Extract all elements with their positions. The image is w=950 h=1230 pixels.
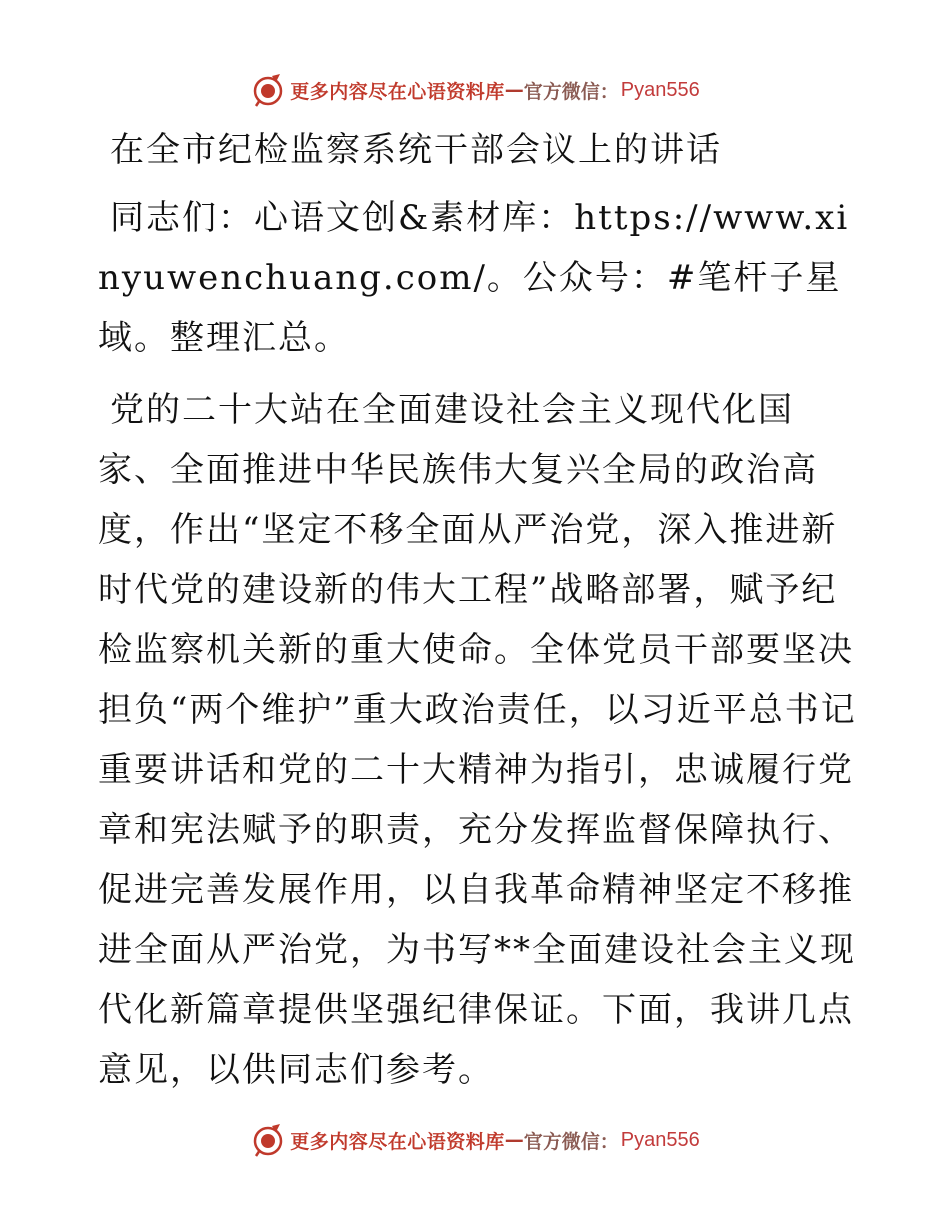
footer-watermark xyxy=(0,1120,950,1160)
body-paragraph: 党的二十大站在全面建设社会主义现代化国家、全面推进中华民族伟大复兴全局的政治高度，作出“坚定不移全面从严治党，深入推进新时代党的建设新的伟大工程”战略部署，赋予纪检监察机关新的重大使命。全体党员干部要坚决担负“两个维护”重大政治责任，以习近平总书记重要讲话和党的二十大精神为指引，忠诚履行党章和宪法赋予的职责，充分发挥监督保障执行、促进完善发展作用，以自我革命精神坚定不移推进全面从严治党，为书写**全面建设社会主义现代化新篇章提供坚强纪律保证。下面，我讲几点意见，以供同志们参考。 xyxy=(98,390,857,1090)
watermark-wechat-id: Pyan556 xyxy=(620,78,700,101)
intro-paragraph: 同志们：心语文创&素材库：https://www.xinyuwenchuang.com/。公众号：#笔杆子星域。整理汇总。 xyxy=(98,198,850,358)
watermark-text: 更多内容尽在心语资料库 xyxy=(290,80,505,103)
watermark-separator: — xyxy=(504,79,524,101)
watermark-separator: — xyxy=(504,1129,524,1151)
header-watermark xyxy=(0,70,950,110)
document-body xyxy=(98,120,858,1100)
watermark-wechat-id: Pyan556 xyxy=(620,1128,700,1151)
document-title: 在全市纪检监察系统干部会议上的讲话 xyxy=(110,130,722,170)
brush-logo-icon xyxy=(250,1122,286,1158)
brush-logo-icon xyxy=(250,72,286,108)
watermark-wechat-label: 官方微信： xyxy=(523,80,619,103)
watermark-text: 更多内容尽在心语资料库 xyxy=(290,1130,505,1153)
watermark-wechat-label: 官方微信： xyxy=(523,1130,619,1153)
